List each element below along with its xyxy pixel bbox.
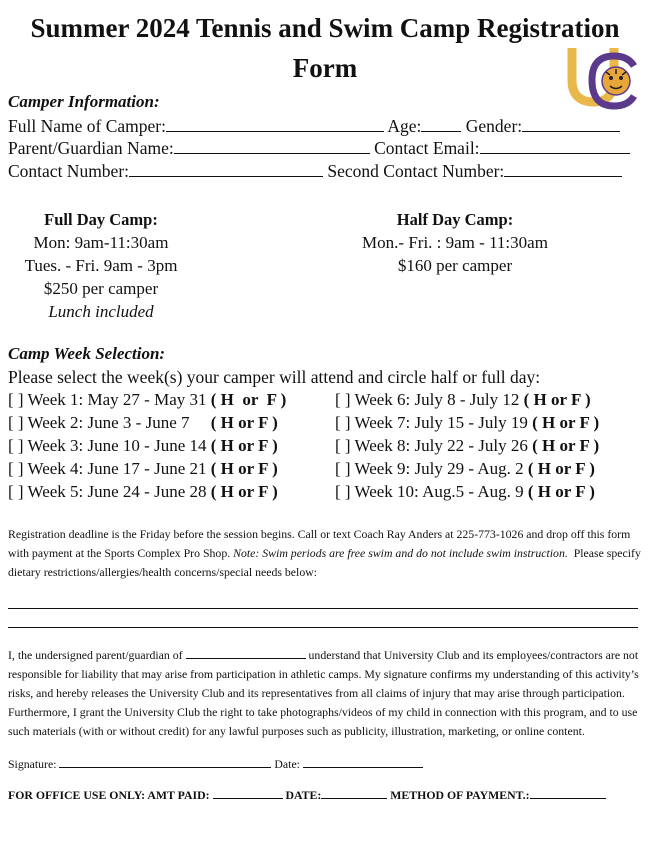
registration-specify: Please specify dietary restrictions/allergies/health concerns/special needs below: [8, 546, 641, 579]
week-option-10[interactable]: [ ] Week 10: Aug.5 - Aug. 9 ( H or F ) [335, 482, 595, 501]
child-name-field[interactable] [186, 648, 306, 659]
second-contact-label: Second Contact Number: [327, 161, 505, 181]
half-day-hours: Mon.- Fri. : 9am - 11:30am [362, 233, 548, 252]
full-day-note: Lunch included [48, 302, 154, 321]
signature-field[interactable] [59, 757, 271, 768]
camper-info-heading: Camper Information: [8, 92, 160, 111]
registration-note: Note: Swim periods are free swim and do not include swim instruction. [233, 546, 568, 560]
week-instruction: Please select the week(s) your camper will attend and circle half or full day: [8, 367, 541, 387]
form-title-line2: Form [292, 53, 358, 83]
waiver-rest: understand that University Club and its employees/contractors are not responsible for liability that may arise from participation in athletic camps. My signature confirms my understanding of this activity’s risks, and hereby releases the University Club and its representatives from all claims of injury that may arise through participation. Furthermore, I grant the University Club the right to take photographs/videos of my child in connection with this program, and to use such materials (with or without credit) for any lawful purposes such as publicity, illustration, marketing, or online content. [8, 648, 639, 738]
week-option-6[interactable]: [ ] Week 6: July 8 - July 12 ( H or F ) [335, 390, 591, 409]
office-method-label: METHOD OF PAYMENT.: [390, 788, 530, 802]
week-option-4[interactable]: [ ] Week 4: June 17 - June 21 ( H or F ) [8, 459, 278, 478]
office-use-row [8, 788, 606, 803]
full-name-field[interactable] [166, 117, 384, 132]
special-needs-line-1[interactable] [8, 608, 638, 609]
week-selection-heading: Camp Week Selection: [8, 344, 166, 363]
camper-name-row [8, 116, 620, 137]
week-option-3[interactable]: [ ] Week 3: June 10 - June 14 ( H or F ) [8, 436, 278, 455]
signature-label: Signature: [8, 757, 57, 771]
age-label: Age: [387, 116, 422, 136]
registration-paragraph [8, 525, 644, 582]
full-day-price: $250 per camper [43, 279, 159, 298]
half-day-price: $160 per camper [397, 256, 513, 275]
parent-label: Parent/Guardian Name: [8, 138, 174, 158]
week-option-7[interactable]: [ ] Week 7: July 15 - July 19 ( H or F ) [335, 413, 600, 432]
office-date-field[interactable] [321, 788, 387, 799]
week-option-8[interactable]: [ ] Week 8: July 22 - July 26 ( H or F ) [335, 436, 600, 455]
second-contact-field[interactable] [504, 162, 622, 177]
parent-field[interactable] [174, 139, 370, 154]
date-label: Date: [274, 757, 300, 771]
registration-text: Registration deadline is the Friday before the session begins. Call or text Coach Ray Anders at 225-773-1026 and drop off this form with payment at the Sports Complex Pro Shop. [8, 527, 631, 560]
signature-row [8, 757, 423, 772]
half-day-camp [336, 208, 574, 277]
date-field[interactable] [303, 757, 423, 768]
waiver-paragraph [8, 646, 644, 741]
contact-field[interactable] [129, 162, 323, 177]
week-option-1[interactable]: [ ] Week 1: May 27 - May 31 ( H or F ) [8, 390, 287, 409]
amt-paid-field[interactable] [213, 788, 283, 799]
full-name-label: Full Name of Camper: [8, 116, 166, 136]
special-needs-line-2[interactable] [8, 627, 638, 628]
week-option-5[interactable]: [ ] Week 5: June 24 - June 28 ( H or F ) [8, 482, 278, 501]
contact-label: Contact Number: [8, 161, 130, 181]
office-date-label: DATE: [285, 788, 322, 802]
full-day-mon: Mon: 9am-11:30am [33, 233, 169, 252]
age-field[interactable] [421, 117, 461, 132]
half-day-heading: Half Day Camp: [396, 210, 514, 229]
full-day-camp [6, 208, 196, 323]
full-day-tue-fri: Tues. - Fri. 9am - 3pm [24, 256, 178, 275]
payment-method-field[interactable] [530, 788, 606, 799]
gender-label: Gender: [465, 116, 523, 136]
full-day-heading: Full Day Camp: [44, 210, 158, 229]
parent-row [8, 138, 630, 159]
contact-row [8, 161, 622, 182]
university-club-logo [566, 44, 638, 110]
week-option-9[interactable]: [ ] Week 9: July 29 - Aug. 2 ( H or F ) [335, 459, 595, 478]
week-option-2[interactable]: [ ] Week 2: June 3 - June 7 ( H or F ) [8, 413, 278, 432]
office-amt-label: FOR OFFICE USE ONLY: AMT PAID: [8, 788, 210, 802]
gender-field[interactable] [522, 117, 620, 132]
waiver-start: I, the undersigned parent/guardian of [8, 648, 183, 662]
form-title-line1: Summer 2024 Tennis and Swim Camp Registration [30, 13, 620, 43]
email-field[interactable] [480, 139, 630, 154]
email-label: Contact Email: [374, 138, 480, 158]
